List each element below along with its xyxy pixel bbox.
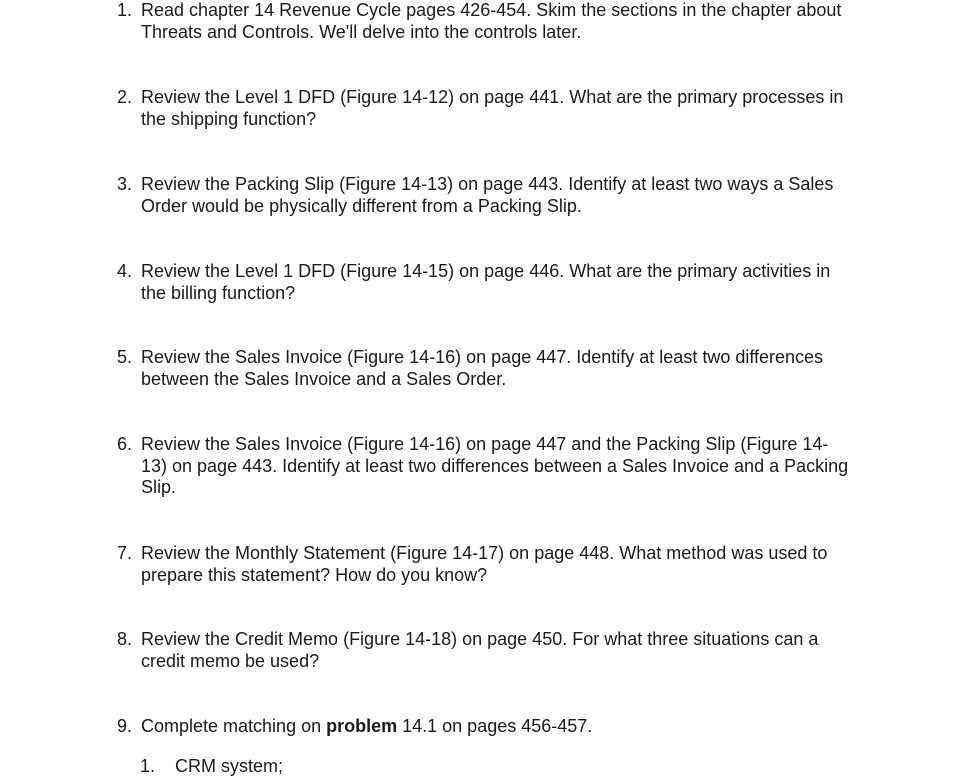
item-number: 1. [116,0,132,20]
list-item-4 [110,261,850,304]
item-text-after: 14.1 on pages 456-457. [397,716,593,736]
item-number: 5. [116,347,132,367]
sub-item-text: CRM system; [175,756,283,776]
item-number: 3. [116,174,132,194]
item-text: Review the Level 1 DFD (Figure 14-15) on page 446. What are the primary activities in the billing function? [141,261,831,303]
list-item-8 [110,629,850,672]
item-number: 8. [116,629,132,649]
list-item-7 [110,543,850,586]
item-number: 7. [116,543,132,563]
sub-list-item-1 [140,756,283,778]
item-text: Review the Sales Invoice (Figure 14-16) on page 447 and the Packing Slip (Figure 14-13) on page 443. Identify at least two differences between a Sales Invoice and a Packing Slip. [141,434,849,498]
item-text-bold: problem [326,716,398,736]
item-text: Review the Level 1 DFD (Figure 14-12) on page 441. What are the primary processes in the shipping function? [141,87,844,129]
item-text: Review the Credit Memo (Figure 14-18) on page 450. For what three situations can a credit memo be used? [141,629,819,671]
item-text: Review the Packing Slip (Figure 14-13) on page 443. Identify at least two ways a Sales Order would be physically different from a Packing Slip. [141,174,834,216]
item-text-before: Complete matching on [141,716,327,736]
item-number: 9. [116,716,132,736]
list-item-9 [110,716,850,738]
list-item-3 [110,174,850,217]
item-number: 4. [116,261,132,281]
list-item-5 [110,347,850,390]
list-item-1 [110,0,850,43]
item-text: Review the Monthly Statement (Figure 14-17) on page 448. What method was used to prepare this statement? How do you know? [141,543,828,585]
item-text: Read chapter 14 Revenue Cycle pages 426-454. Skim the sections in the chapter about Threats and Controls. We'll delve into the controls later. [141,0,842,42]
item-number: 6. [116,434,132,454]
list-item-2 [110,87,850,130]
item-text: Review the Sales Invoice (Figure 14-16) on page 447. Identify at least two differences between the Sales Invoice and a Sales Order. [141,347,824,389]
list-item-6 [110,434,850,499]
item-number: 2. [116,87,132,107]
item-text [141,716,850,738]
sub-item-number: 1. [140,756,156,776]
